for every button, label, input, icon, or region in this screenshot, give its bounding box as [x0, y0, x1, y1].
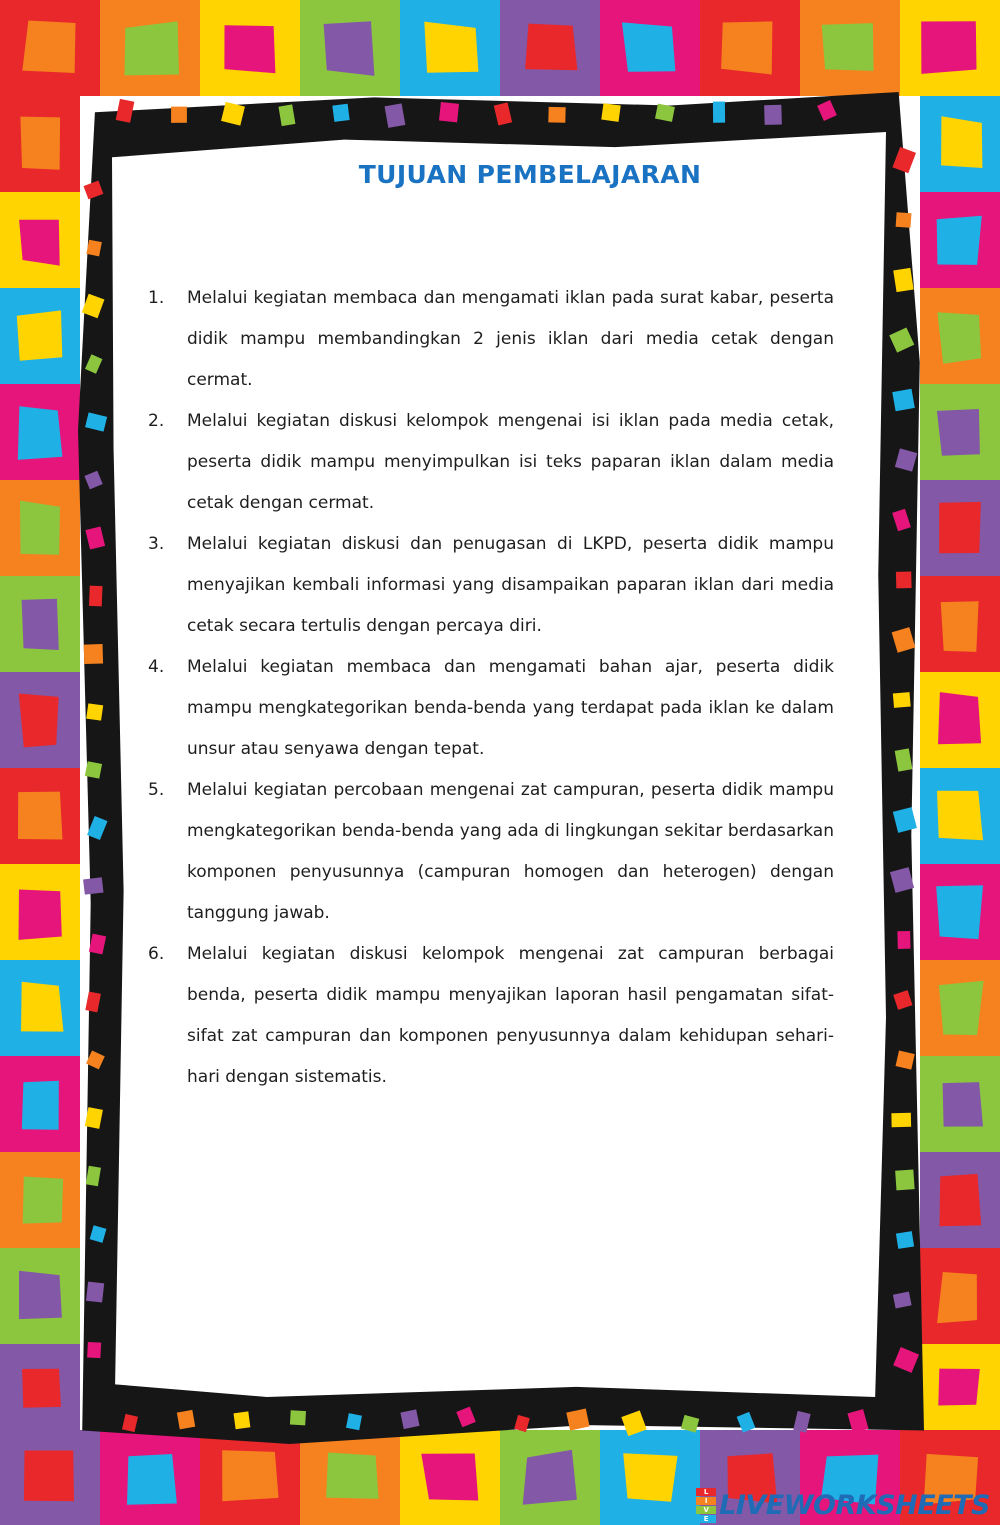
confetti-piece [895, 1170, 914, 1191]
confetti-piece [893, 1292, 912, 1309]
confetti-piece [87, 816, 107, 840]
confetti-piece [896, 1231, 914, 1249]
confetti-piece [896, 572, 912, 589]
confetti-piece [89, 586, 102, 607]
objective-item-5 [148, 770, 834, 934]
confetti-piece [90, 1225, 107, 1243]
confetti-piece [86, 1166, 101, 1187]
confetti-piece [278, 104, 295, 126]
confetti-piece [713, 102, 725, 123]
confetti-piece [234, 1411, 251, 1429]
confetti-piece [892, 509, 911, 531]
confetti-piece [896, 1051, 915, 1070]
objective-number: 5. [148, 780, 165, 800]
liveworksheets-logo-icon [696, 1487, 716, 1523]
objective-text: Melalui kegiatan diskusi kelompok mengenai zat campuran berbagai benda, peserta didik mampu menyajikan laporan hasil pengamatan sifat-sifat zat campuran dan komponen penyusunnya dalam kehidupan sehari-hari dengan sistematis. [187, 944, 834, 1087]
confetti-piece [87, 1342, 101, 1358]
objective-item-2 [148, 401, 834, 524]
logo-letter: L [696, 1488, 716, 1496]
confetti-piece [83, 877, 103, 894]
confetti-piece [896, 212, 912, 228]
confetti-piece [737, 1412, 756, 1433]
objective-item-1 [148, 278, 834, 401]
confetti-piece [385, 103, 406, 127]
confetti-piece [86, 1051, 105, 1070]
confetti-piece [681, 1415, 699, 1433]
confetti-piece [548, 107, 565, 123]
page-title: TUJUAN PEMBELAJARAN [358, 160, 702, 189]
confetti-piece [221, 102, 245, 126]
objective-item-3 [148, 524, 834, 647]
confetti-piece [456, 1407, 476, 1428]
objective-text: Melalui kegiatan membaca dan mengamati iklan pada surat kabar, peserta didik mampu membandingkan 2 jenis iklan dari media cetak dengan cermat. [187, 288, 834, 390]
confetti-piece [889, 327, 914, 352]
confetti-piece [332, 104, 349, 122]
confetti-piece [83, 181, 103, 200]
objective-number: 1. [148, 288, 165, 308]
confetti-piece [86, 240, 102, 257]
confetti-piece [566, 1408, 589, 1430]
confetti-piece [817, 100, 837, 121]
confetti-piece [85, 761, 102, 778]
confetti-piece [494, 102, 512, 125]
confetti-piece [82, 294, 105, 319]
confetti-piece [85, 412, 107, 431]
logo-letter: V [696, 1506, 716, 1514]
confetti-piece [764, 105, 782, 125]
confetti-piece [895, 448, 917, 471]
watermark-text: LIVEWORKSHEETS [719, 1489, 990, 1521]
objective-text: Melalui kegiatan percobaan mengenai zat campuran, peserta didik mampu mengkategorikan benda-benda yang ada di lingkungan sekitar berdasarkan komponen penyusunnya (campuran homogen dan heterogen) dengan tanggung jawab. [187, 780, 834, 923]
logo-letter: I [696, 1497, 716, 1505]
objective-text: Melalui kegiatan membaca dan mengamati bahan ajar, peserta didik mampu mengkategorikan benda-benda yang terdapat pada iklan ke dalam unsur atau senyawa dengan tepat. [187, 657, 834, 759]
confetti-piece [893, 1347, 919, 1373]
objective-item-6 [148, 934, 834, 1098]
confetti-piece [892, 147, 916, 173]
confetti-piece [171, 107, 187, 123]
confetti-piece [897, 931, 910, 949]
confetti-piece [85, 354, 102, 373]
confetti-piece [86, 703, 103, 720]
confetti-piece [895, 748, 913, 771]
confetti-piece [290, 1410, 306, 1425]
objective-number: 3. [148, 534, 165, 554]
confetti-piece [601, 103, 620, 122]
confetti-piece [891, 1113, 911, 1127]
confetti-piece [890, 867, 914, 893]
logo-letter: E [696, 1515, 716, 1523]
confetti-piece [85, 1107, 103, 1129]
objective-item-4 [148, 647, 834, 770]
confetti-piece [514, 1415, 530, 1432]
liveworksheets-watermark [696, 1488, 990, 1522]
objective-number: 4. [148, 657, 165, 677]
confetti-piece [84, 644, 103, 664]
objective-number: 6. [148, 944, 165, 964]
confetti-piece [86, 1282, 104, 1303]
confetti-piece [892, 389, 915, 411]
confetti-piece [89, 934, 106, 955]
confetti-piece [793, 1411, 810, 1433]
confetti-piece [116, 99, 135, 123]
confetti-piece [346, 1413, 362, 1430]
objective-text: Melalui kegiatan diskusi kelompok mengenai isi iklan pada media cetak, peserta didik mampu menyimpulkan isi teks paparan iklan dalam media cetak dengan cermat. [187, 411, 834, 513]
confetti-piece [893, 807, 917, 833]
confetti-piece [84, 471, 102, 490]
objective-number: 2. [148, 411, 165, 431]
confetti-piece [655, 104, 675, 122]
confetti-piece [85, 526, 105, 549]
confetti-piece [892, 627, 916, 653]
confetti-piece [847, 1409, 868, 1433]
objectives-list [148, 278, 834, 1098]
objective-text: Melalui kegiatan diskusi dan penugasan di LKPD, peserta didik mampu menyajikan kembali informasi yang disampaikan paparan iklan dari media cetak secara tertulis dengan percaya diri. [187, 534, 834, 636]
confetti-piece [177, 1410, 195, 1429]
confetti-piece [893, 268, 913, 292]
confetti-piece [893, 990, 912, 1010]
confetti-piece [893, 692, 911, 708]
confetti-piece [85, 992, 101, 1013]
confetti-piece [122, 1414, 138, 1432]
confetti-piece [400, 1409, 419, 1429]
confetti-piece [439, 102, 459, 122]
confetti-piece [621, 1410, 646, 1436]
